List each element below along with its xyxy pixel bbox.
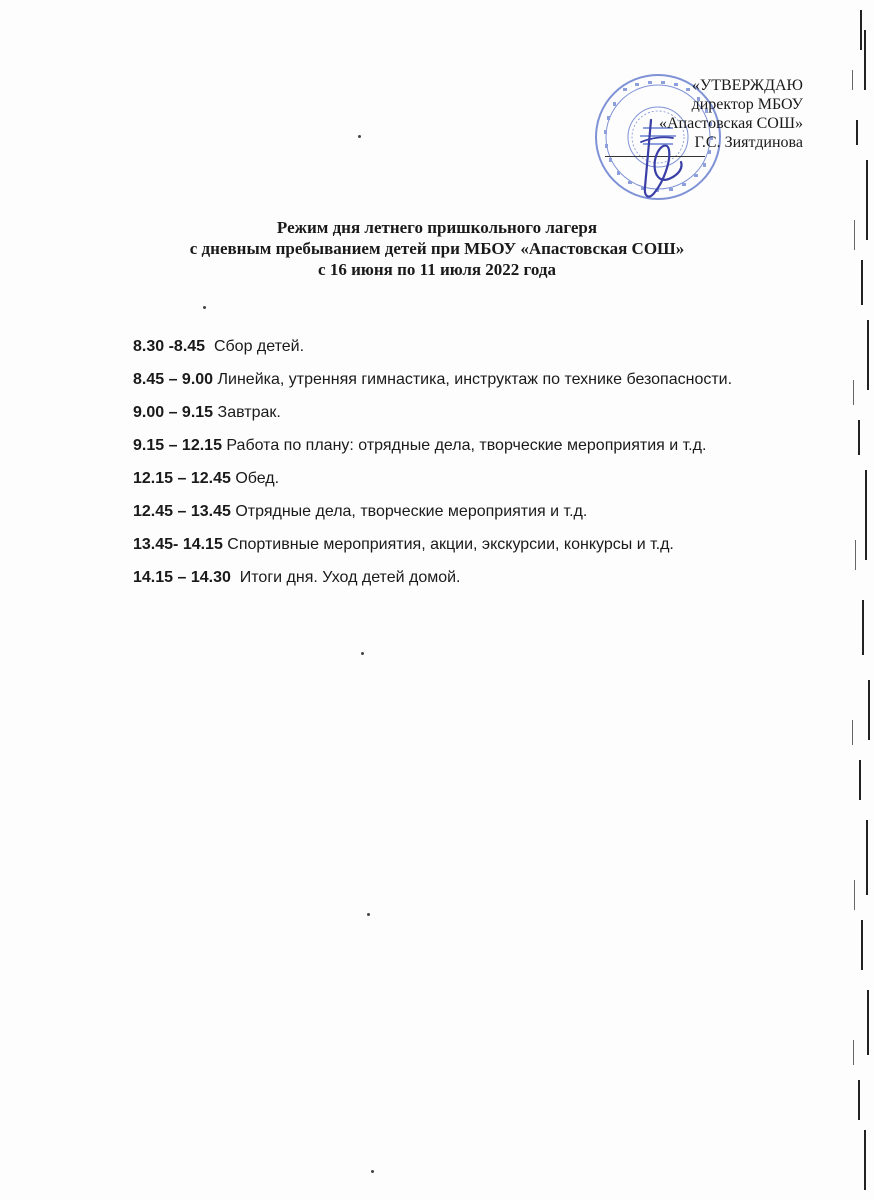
schedule-time: 8.45 – 9.00 — [133, 371, 214, 388]
scan-speck — [361, 652, 364, 655]
schedule-activity: Спортивные мероприятия, акции, экскурсии, конкурсы и т.д. — [222, 536, 674, 553]
schedule-activity: Линейка, утренняя гимнастика, инструктаж по технике безопасности. — [213, 371, 733, 388]
schedule-item — [133, 534, 813, 556]
schedule-item — [133, 336, 813, 358]
schedule-time: 12.45 – 13.45 — [133, 503, 231, 520]
schedule-item — [133, 567, 813, 589]
schedule-list — [133, 336, 813, 600]
schedule-activity: Обед. — [230, 470, 280, 487]
schedule-item — [133, 369, 773, 391]
schedule-activity: Сбор детей. — [205, 338, 305, 355]
schedule-time: 8.30 -8.45 — [133, 338, 206, 355]
scan-speck — [371, 1170, 374, 1173]
schedule-activity: Работа по плану: отрядные дела, творческие мероприятия и т.д. — [221, 437, 707, 454]
approval-organization: «Апастовская СОШ» — [658, 115, 803, 132]
schedule-time: 9.15 – 12.15 — [133, 437, 222, 454]
approval-position: директор МБОУ — [691, 96, 803, 113]
schedule-time: 12.15 – 12.45 — [133, 470, 231, 487]
schedule-item — [133, 435, 813, 457]
title-line-2: с дневным пребыванием детей при МБОУ «Апастовская СОШ» — [189, 239, 685, 258]
schedule-time: 9.00 – 9.15 — [133, 404, 214, 421]
schedule-item — [133, 402, 813, 424]
document-title — [0, 217, 874, 280]
schedule-item — [133, 468, 813, 490]
schedule-time: 14.15 – 14.30 — [133, 569, 231, 586]
approval-heading: «УТВЕРЖДАЮ — [691, 77, 803, 94]
approval-name: Г.С. Зиятдинова — [694, 134, 803, 151]
schedule-activity: Завтрак. — [213, 404, 281, 421]
approval-text — [659, 76, 803, 152]
title-line-1: Режим дня летнего пришкольного лагеря — [276, 218, 598, 237]
scan-speck — [367, 913, 370, 916]
scan-speck — [203, 306, 206, 309]
scan-speck — [358, 135, 361, 138]
title-line-3: с 16 июня по 11 июля 2022 года — [318, 260, 556, 279]
schedule-item — [133, 501, 813, 523]
approval-block — [585, 50, 825, 210]
schedule-activity: Итоги дня. Уход детей домой. — [230, 569, 461, 586]
schedule-activity: Отрядные дела, творческие мероприятия и т.д. — [230, 503, 588, 520]
schedule-time: 13.45- 14.15 — [133, 536, 223, 553]
